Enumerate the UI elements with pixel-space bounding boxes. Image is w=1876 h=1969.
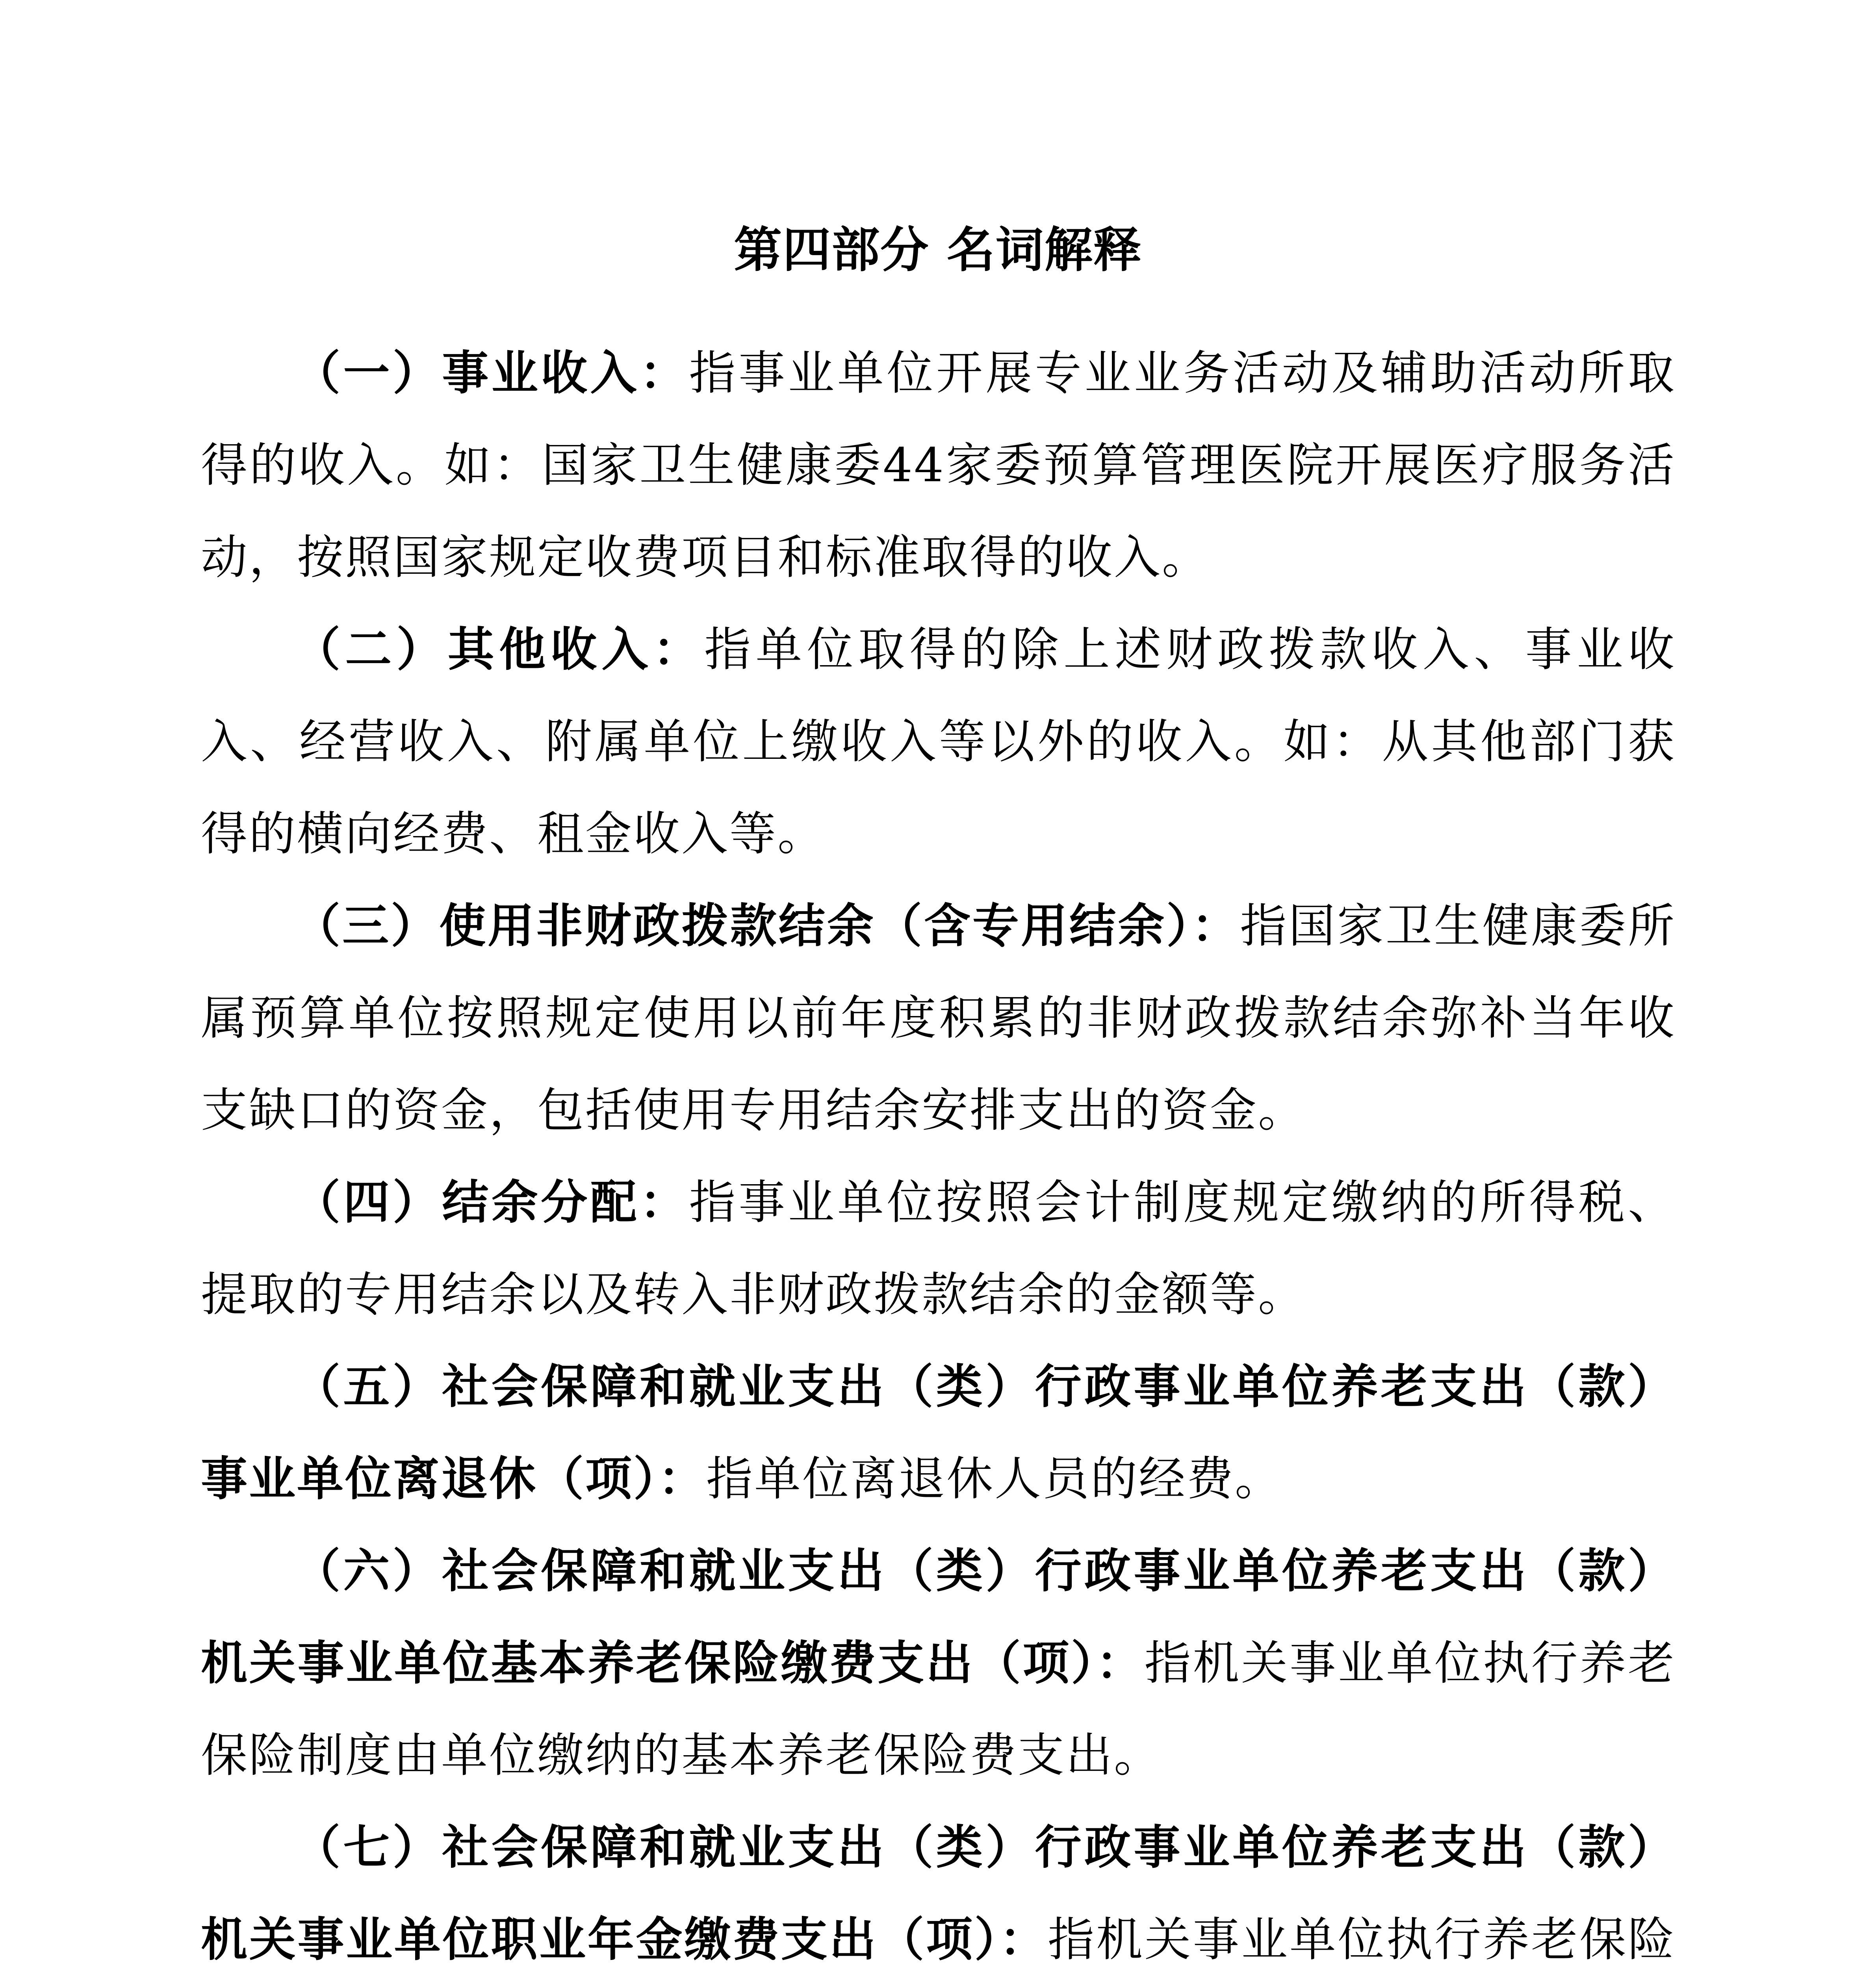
definition-term: （六）社会保障和就业支出（类）行政事业单位养老支出（款）机关事业单位基本养老保险缴费支出（项）： — [201, 1544, 1676, 1690]
page-title: 第四部分 名词解释 — [734, 222, 1142, 278]
definition-paragraph — [201, 603, 1676, 880]
document-body — [201, 327, 1676, 1969]
definition-paragraph — [201, 1340, 1676, 1525]
definition-paragraph — [201, 1525, 1676, 1801]
definition-term: （一）事业收入： — [294, 346, 689, 400]
definition-paragraph — [201, 327, 1676, 603]
definition-term: （四）结余分配： — [294, 1175, 689, 1229]
definition-term: （三）使用非财政拨款结余（含专用结余）： — [294, 899, 1240, 953]
definition-text: 指事业单位开展专业业务活动及辅助活动所取得的收入。如：国家卫生健康委44家委预算管理医院开展医疗服务活动，按照国家规定收费项目和标准取得的收入。 — [201, 346, 1676, 584]
definition-paragraph — [201, 880, 1676, 1156]
definition-term: （二）其他收入： — [294, 622, 705, 677]
definition-paragraph — [201, 1156, 1676, 1340]
definition-term: （五）社会保障和就业支出（类）行政事业单位养老支出（款）事业单位离退休（项）： — [201, 1359, 1676, 1506]
definition-text: 指机关事业单位执行养老保险 — [1048, 1912, 1676, 1967]
definition-text: 指单位离退休人员的经费。 — [706, 1452, 1283, 1506]
definition-text: 指单位取得的除上述财政拨款收入、事业收入、经营收入、附属单位上缴收入等以外的收入。如：从其他部门获得的横向经费、租金收入等。 — [201, 622, 1676, 861]
definition-text: 指事业单位按照会计制度规定缴纳的所得税、提取的专用结余以及转入非财政拨款结余的金额等。 — [201, 1175, 1676, 1322]
definition-paragraph — [201, 1801, 1676, 1969]
definition-term: （七）社会保障和就业支出（类）行政事业单位养老支出（款）机关事业单位职业年金缴费支出（项）： — [201, 1820, 1676, 1967]
definition-text: 指机关事业单位执行养老保险制度由单位缴纳的基本养老保险费支出。 — [201, 1636, 1676, 1782]
definition-text: 指国家卫生健康委所属预算单位按照规定使用以前年度积累的非财政拨款结余弥补当年收支缺口的资金，包括使用专用结余安排支出的资金。 — [201, 899, 1676, 1137]
